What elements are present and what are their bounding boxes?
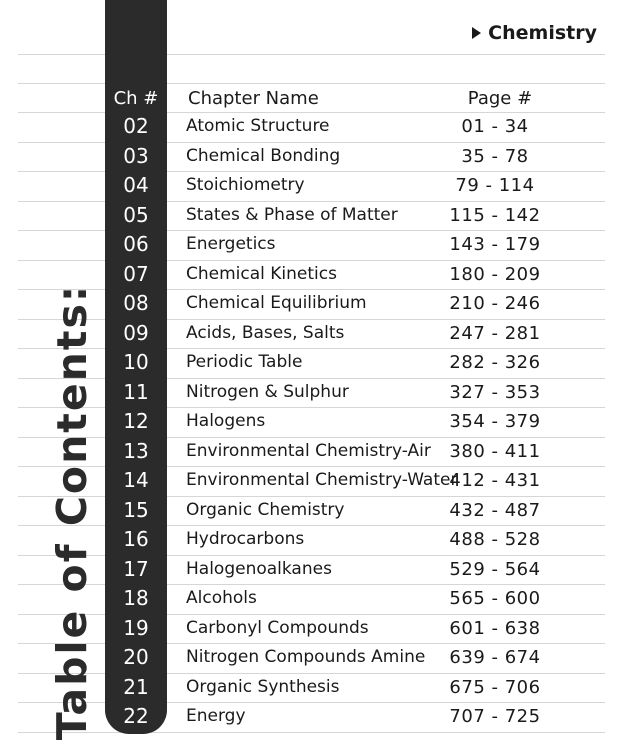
- chapter-row: [0, 614, 619, 644]
- chapter-name: Energetics: [186, 234, 276, 254]
- chapter-row: [0, 319, 619, 349]
- chapter-name: Halogenoalkanes: [186, 558, 332, 579]
- chapter-number: 17: [123, 556, 149, 581]
- chapter-row: [0, 673, 619, 703]
- chapter-name: States & Phase of Matter: [186, 204, 398, 225]
- chapter-number: 16: [123, 527, 149, 551]
- page-range: 639 - 674: [449, 647, 541, 668]
- chapter-number-header: Ch #: [113, 88, 159, 109]
- chapter-number: 14: [123, 468, 149, 492]
- page-range: 143 - 179: [449, 234, 541, 255]
- chapter-number: 04: [123, 173, 149, 197]
- page-range: 707 - 725: [449, 706, 541, 727]
- chapter-row: [0, 260, 619, 290]
- chapter-name: Organic Synthesis: [186, 676, 340, 697]
- chapter-name: Alcohols: [186, 588, 257, 608]
- chapter-number: 20: [123, 645, 149, 669]
- page-range: 601 - 638: [449, 617, 541, 639]
- chapter-name-header: Chapter Name: [188, 88, 319, 109]
- chapter-row: [0, 112, 619, 142]
- chapter-name: Energy: [186, 706, 246, 726]
- chapter-number: 12: [123, 409, 149, 433]
- chapter-number: 06: [123, 232, 149, 256]
- chapter-name: Organic Chemistry: [186, 499, 345, 520]
- page-range: 354 - 379: [449, 411, 541, 432]
- chapter-number: 15: [123, 497, 149, 522]
- chapter-number: 22: [123, 704, 149, 728]
- chapter-name: Environmental Chemistry-Water: [186, 470, 458, 490]
- chapter-name: Chemical Equilibrium: [186, 293, 367, 313]
- subject-label: [472, 22, 597, 44]
- chapter-name: Nitrogen & Sulphur: [186, 381, 349, 402]
- chapter-row: [0, 378, 619, 408]
- table-of-contents-title: Table of Contents:: [48, 283, 96, 741]
- page-range: 488 - 528: [449, 529, 541, 550]
- page-range: 529 - 564: [449, 558, 541, 580]
- chapter-row: [0, 142, 619, 172]
- page-range: 565 - 600: [449, 588, 541, 609]
- subject-text: Chemistry: [488, 22, 597, 44]
- chapter-number: 03: [123, 143, 149, 168]
- chapter-row: [0, 555, 619, 585]
- page-range: 432 - 487: [449, 499, 541, 521]
- page-range: 180 - 209: [449, 263, 541, 285]
- chapter-number: 08: [123, 291, 149, 315]
- chapter-name: Acids, Bases, Salts: [186, 322, 345, 343]
- page-range: 412 - 431: [449, 470, 541, 491]
- chapter-number: 07: [123, 261, 149, 286]
- chapter-row: [0, 643, 619, 673]
- chapter-number: 18: [123, 586, 149, 610]
- chapter-name: Halogens: [186, 411, 266, 431]
- chapter-row: [0, 289, 619, 319]
- chapter-row: [0, 496, 619, 526]
- page-range: 380 - 411: [449, 440, 541, 462]
- chapter-row: [0, 525, 619, 555]
- chapter-name: Atomic Structure: [186, 116, 330, 136]
- chapter-number: 21: [123, 674, 149, 699]
- page-range: 247 - 281: [449, 322, 541, 344]
- chapter-name: Environmental Chemistry-Air: [186, 440, 431, 461]
- page-range: 79 - 114: [455, 175, 535, 196]
- chapter-row: [0, 201, 619, 231]
- chapter-row: [0, 466, 619, 496]
- chapter-number: 10: [123, 350, 149, 374]
- chapter-name: Chemical Bonding: [186, 145, 341, 166]
- chapter-name: Carbonyl Compounds: [186, 617, 369, 638]
- page-range: 35 - 78: [461, 145, 529, 167]
- page-range-header: Page #: [467, 88, 533, 109]
- chapter-number: 19: [123, 615, 149, 640]
- chapter-name: Chemical Kinetics: [186, 263, 337, 284]
- chapter-name: Stoichiometry: [186, 175, 305, 195]
- chapter-row: [0, 437, 619, 467]
- chapter-name: Periodic Table: [186, 352, 303, 372]
- chapter-number: 05: [123, 202, 149, 227]
- play-triangle-icon: [472, 27, 481, 39]
- chapter-list: [0, 112, 619, 732]
- chapter-row: [0, 407, 619, 437]
- chapter-number: 02: [123, 114, 149, 138]
- page-range: 327 - 353: [449, 381, 541, 403]
- page-range: 210 - 246: [449, 293, 541, 314]
- chapter-row: [0, 584, 619, 614]
- chapter-row: [0, 171, 619, 201]
- page-range: 01 - 34: [461, 116, 529, 137]
- chapter-number: 11: [123, 379, 149, 404]
- chapter-number: 13: [123, 438, 149, 463]
- page-range: 282 - 326: [449, 352, 541, 373]
- chapter-number: 09: [123, 320, 149, 345]
- chapter-row: [0, 348, 619, 378]
- chapter-name: Hydrocarbons: [186, 529, 305, 549]
- chapter-row: [0, 702, 619, 732]
- page-range: 675 - 706: [449, 676, 541, 698]
- page-range: 115 - 142: [449, 204, 541, 226]
- ruled-line: [18, 732, 605, 733]
- chapter-name: Nitrogen Compounds Amine: [186, 647, 426, 667]
- chapter-row: [0, 230, 619, 260]
